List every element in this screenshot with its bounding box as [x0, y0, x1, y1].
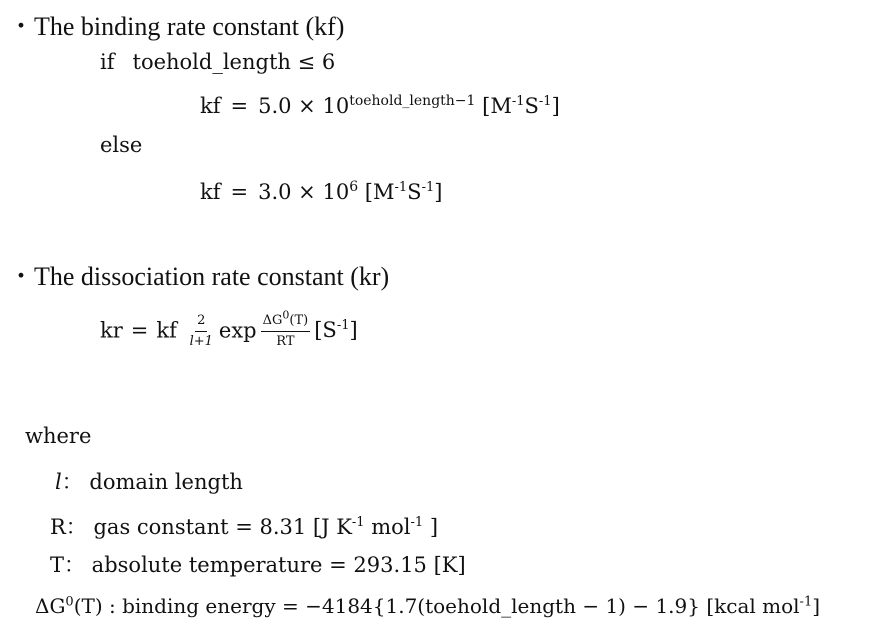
equals-sign: =: [130, 318, 149, 343]
exponent: 6: [349, 179, 359, 195]
unit: $[M^{-1}S^{-1}]$: [482, 94, 560, 118]
fraction-two-over-l-plus-one: $\frac{2}{l+1}$: [189, 313, 213, 350]
kr-symbol: kr: [100, 318, 123, 343]
exponent: toehold_length−1: [349, 93, 476, 109]
kf-symbol: kf: [156, 318, 177, 343]
coefficient: 5.0 × 10: [258, 94, 350, 118]
l-symbol: l: [55, 470, 62, 494]
fraction-dg-over-rt: $\frac{\Delta G^0(T)}{RT}$: [262, 308, 309, 350]
definition-r: R： gas constant = 8.31 [J $K^{-1}$ mol$^{-1}$ ]: [50, 515, 439, 539]
unit: $[M^{-1}S^{-1}]$: [364, 180, 443, 204]
kr-formula: [100, 308, 358, 351]
unit: $[S^{-1}]$: [314, 318, 358, 343]
l-definition-text: ： domain length: [61, 470, 243, 494]
definition-dg: $\Delta G^0(T)$ : binding energy = −4184{1.7(toehold_length − 1) − 1.9} [kcal mol$^{-1}$]: [35, 594, 821, 618]
heading-binding-rate: ・The binding rate constant (kf): [8, 12, 345, 41]
equals-sign: =: [230, 94, 249, 118]
definition-l: [55, 466, 243, 496]
kf-case1-formula: [200, 94, 560, 118]
if-condition-line: [100, 50, 335, 74]
heading-dissociation-rate: ・The dissociation rate constant (kr): [8, 262, 390, 291]
else-keyword: else: [100, 133, 143, 157]
where-label: where: [25, 424, 92, 448]
condition-text: toehold_length ≤ 6: [132, 50, 336, 74]
kf-case2-formula: [200, 180, 442, 204]
if-keyword: if: [100, 50, 115, 74]
kf-symbol: kf: [200, 180, 221, 204]
coefficient: 3.0 × 10: [258, 180, 350, 204]
kf-symbol: kf: [200, 94, 221, 118]
exp-function: exp: [218, 318, 257, 343]
definition-t: T： absolute temperature = 293.15 [K]: [50, 553, 466, 577]
equals-sign: =: [230, 180, 249, 204]
